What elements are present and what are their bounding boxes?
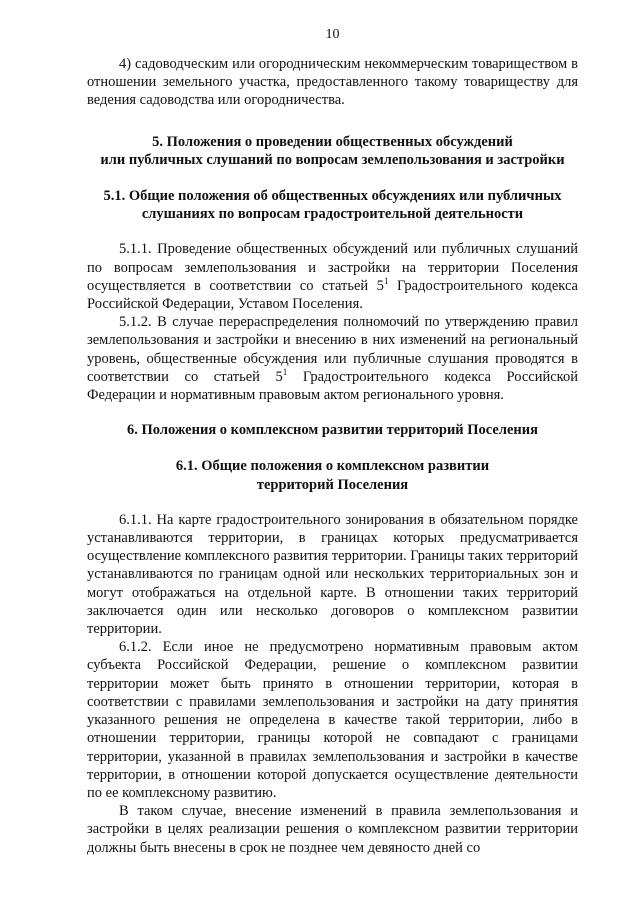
paragraph-6-1-2: 6.1.2. Если иное не предусмотрено нормативным правовым актом субъекта Российской Федерации, решение о комплексном развитии территории может быть принято в отношении территории, которая в соответствии с правилами землепользования и застройки на дату принятия указанного решения не определена в качестве такой территории, либо в отношении территории, границы которой не совпадают с границами территории, указанной в правилах землепользования и застройки в качестве территории, в отношении которой допускается осуществление деятельности по ее комплексному развитию. — [87, 639, 578, 801]
section-6-1-heading-line-2: территорий Поселения — [256, 476, 409, 493]
section-5-heading — [87, 133, 578, 169]
section-6-1-heading-line-1: 6.1. Общие положения о комплексном развитии — [175, 458, 490, 475]
section-5-1-heading — [87, 187, 578, 223]
section-6-1-heading — [87, 457, 578, 493]
section-5-heading-line-1: 5. Положения о проведении общественных обсуждений — [152, 133, 513, 150]
paragraph-5-1-2-text: 5.1.2. В случае перераспределения полномочий по утверждению правил землепользования и застройки и внесению в них изменений на региональный уровень, общественные обсуждения или публичные слушания проводятся в соответствии со статьей 5 — [87, 314, 578, 385]
paragraph-6-1-2-continued: В таком случае, внесение изменений в правила землепользования и застройки в целях реализации решения о комплексном развитии территории должны быть внесены в срок не позднее чем девяносто дней со — [87, 803, 578, 856]
paragraph-5-1-1 — [87, 240, 578, 313]
section-5-1-heading-line-1: 5.1. Общие положения об общественных обсуждениях или публичных — [103, 188, 562, 205]
paragraph-5-1-1-text: 5.1.1. Проведение общественных обсуждений или публичных слушаний по вопросам землепользования и застройки на территории Поселения осуществляется в соответствии со статьей 5 — [87, 241, 578, 294]
paragraph-5-1-1-text-end: Градостроительного кодекса Российской Федерации, Уставом Поселения. — [87, 277, 578, 313]
page-number: 10 — [325, 27, 340, 42]
paragraph-5-1-2-text-end: Градостроительного кодекса Российской Федерации и нормативным правовым актом регионального уровня. — [87, 368, 578, 404]
article-superscript: 1 — [282, 367, 288, 378]
paragraph-5-1-2 — [87, 313, 578, 404]
article-superscript: 1 — [383, 276, 389, 286]
intro-paragraph: 4) садоводческим или огородническим некоммерческим товариществом в отношении земельного участка, предоставленного такому товариществу для ведения садоводства или огородничества. — [87, 56, 578, 109]
section-5-heading-line-2: или публичных слушаний по вопросам землепользования и застройки — [100, 151, 565, 168]
section-5-1-heading-line-2: слушаниях по вопросам градостроительной деятельности — [141, 206, 524, 223]
paragraph-6-1-1: 6.1.1. На карте градостроительного зонирования в обязательном порядке устанавливаются территории, в границах которых предусматривается осуществление комплексного развития территории. Границы таких территорий устанавливаются по границам одной или нескольких территориальных зон и могут отображаться на отдельной карте. В отношении таких территорий заключается один или несколько договоров о комплексном развитии территории. — [87, 511, 578, 638]
document-body — [87, 55, 578, 857]
section-6-heading: 6. Положения о комплексном развитии территорий Поселения — [127, 422, 538, 439]
